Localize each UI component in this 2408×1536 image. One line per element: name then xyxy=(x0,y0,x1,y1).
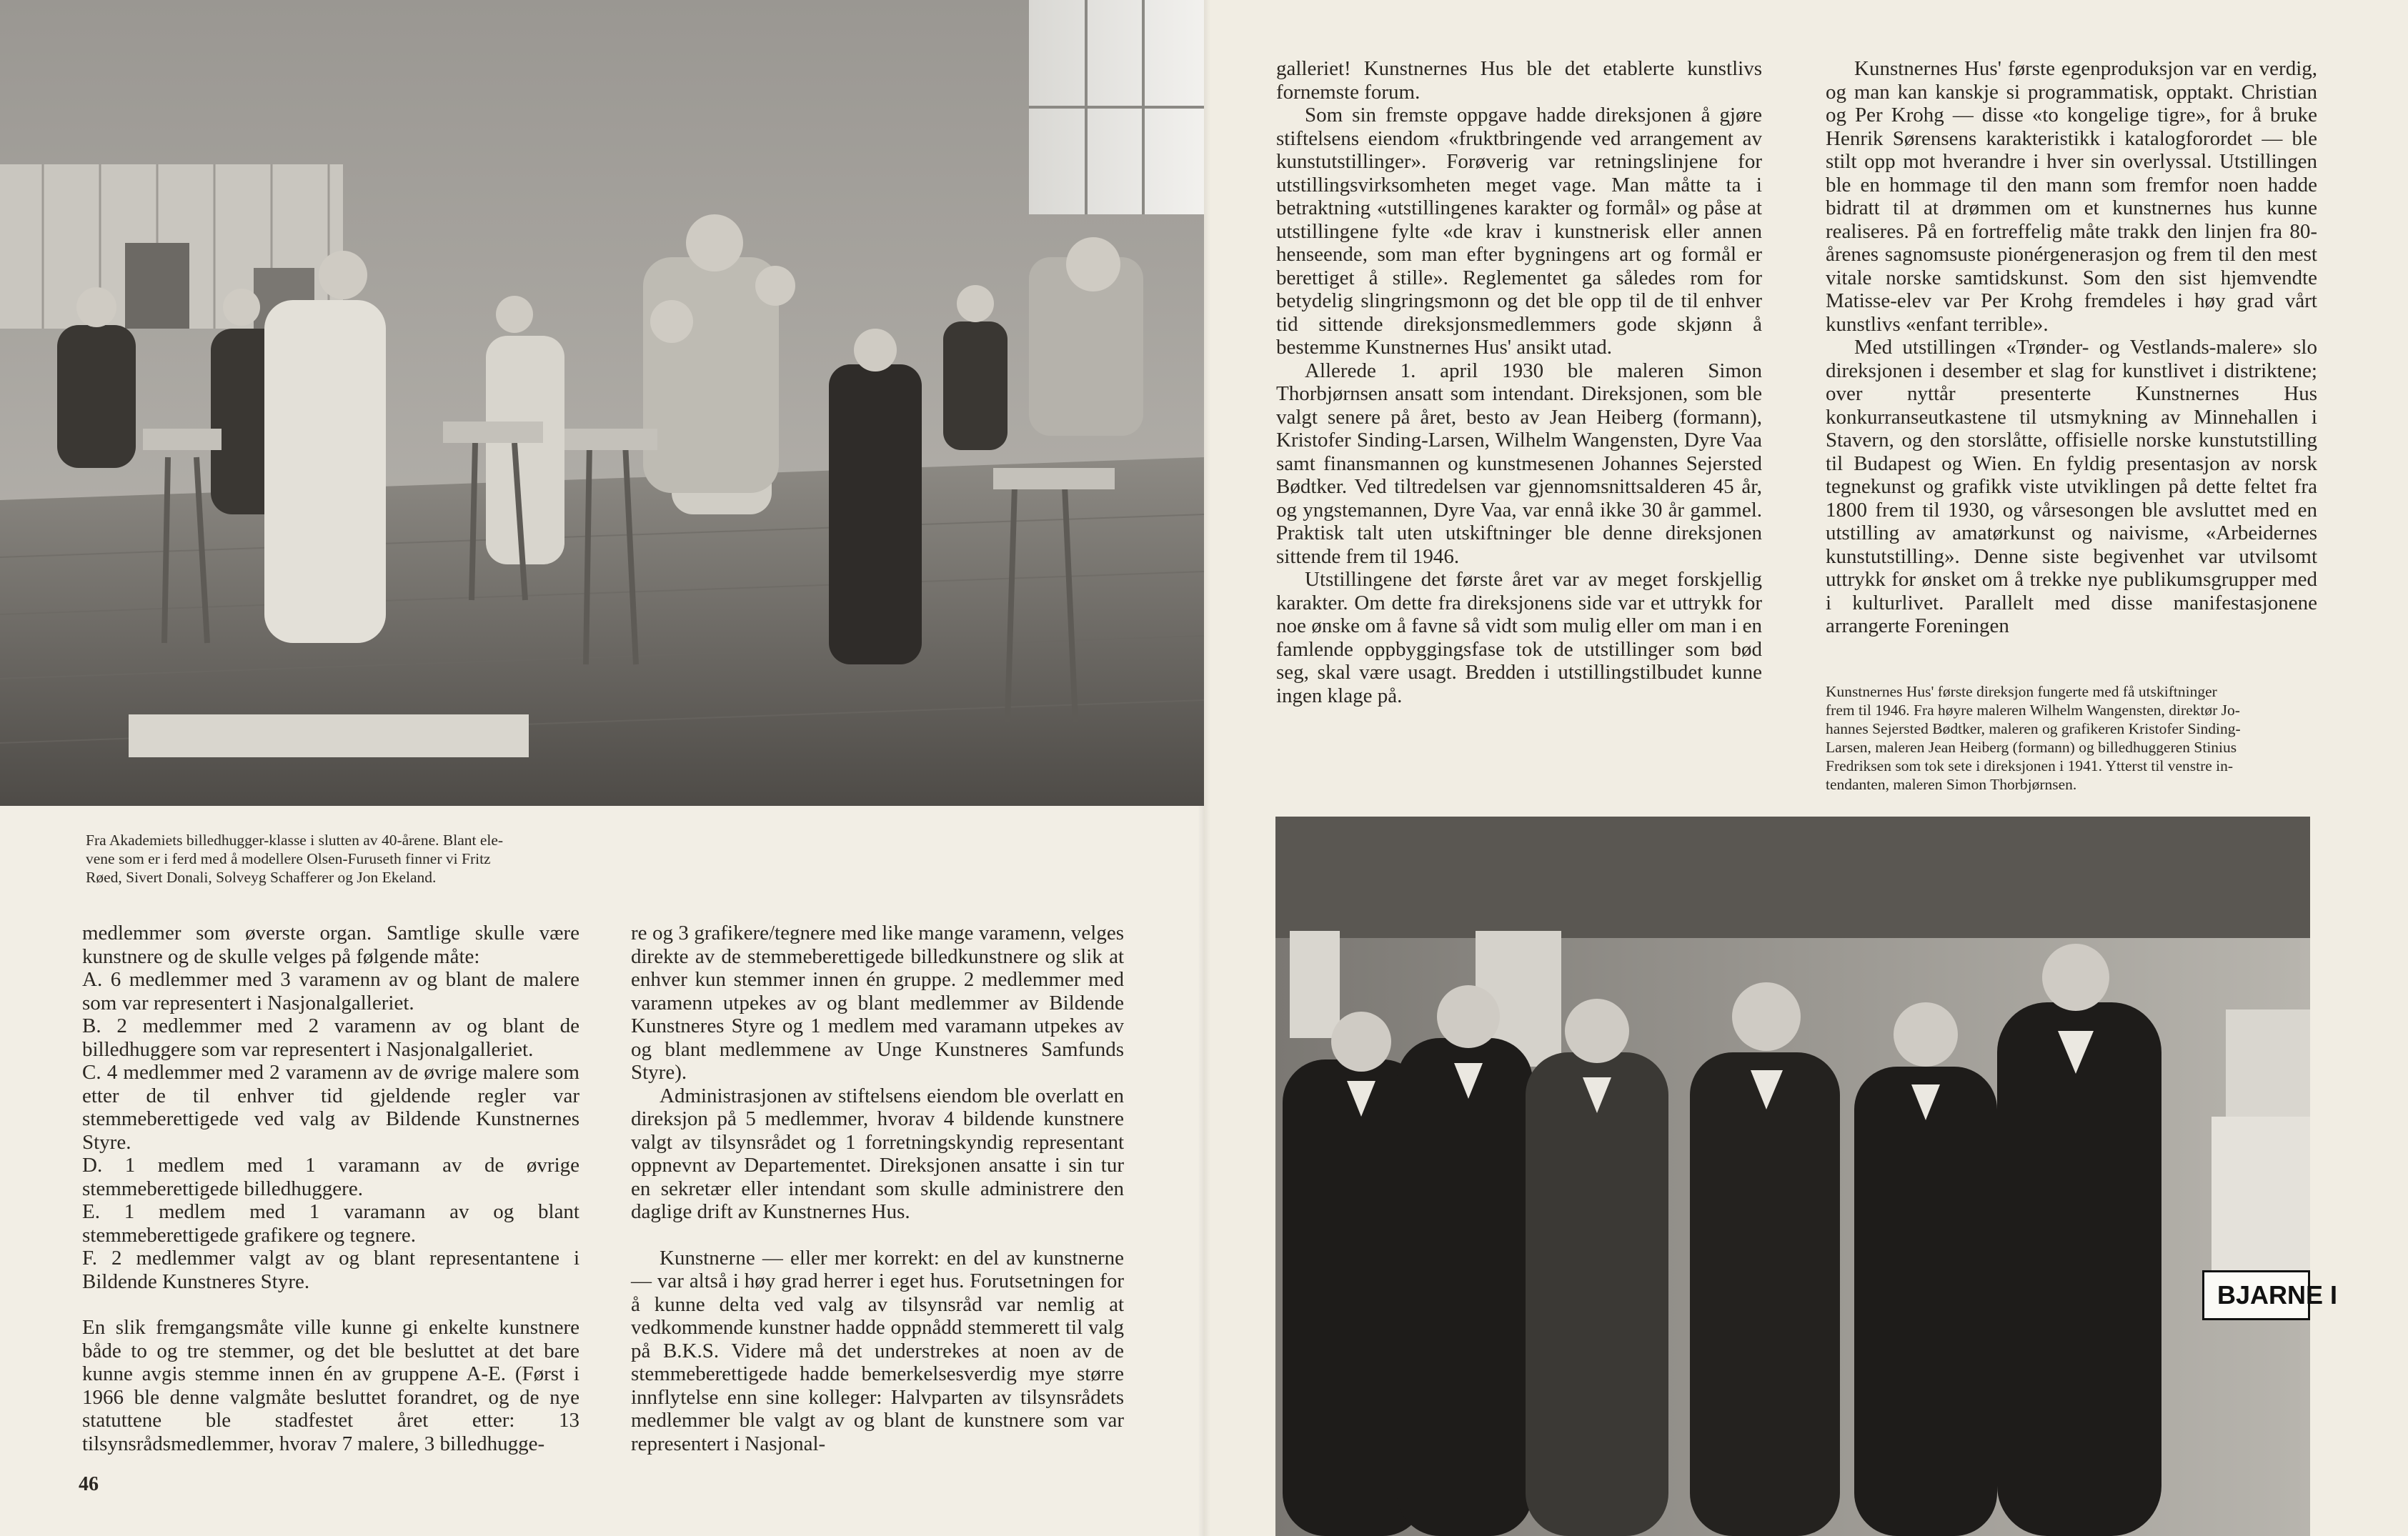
paragraph: E. 1 medlem med 1 varamann av og blant stemmeberettigede grafikere og tegnere. xyxy=(82,1200,579,1247)
caption-line: Fredriksen som tok sete i direksjonen i 1941. Ytterst til venstre in- xyxy=(1826,757,2234,774)
caption-line: Fra Akademiets billedhugger-klasse i slutten av 40-årene. Blant ele- xyxy=(86,832,504,849)
right-column-1 xyxy=(1276,57,1762,707)
board-members-photo-image xyxy=(1275,817,2310,1536)
exhibition-sign xyxy=(2202,1270,2338,1320)
right-column-2 xyxy=(1826,57,2317,638)
caption-line: vene som er i ferd med å modellere Olsen-Furuseth finner vi Fritz xyxy=(86,850,491,867)
paragraph: Kunstnernes Hus' første egenproduksjon var en verdig, og man kan kanskje si programmatisk, opptakt. Christian og Per Krohg — disse «to kongelige tigre», for å bruke Henrik Sørensens karakteristikk i katalogforordet — ble stilt opp mot hverandre i hver sin overlyssal. Utstillingen ble en hommage til den mann som fremfor noen hadde bidratt til at drømmen om et kunstnernes hus kunne realiseres. På en fortreffelig måte trakk den linjen fra 80-årenes sagnomsuste pionérgenerasjon og frem til den mest vitale norske samtidskunst. Som den sist hjemvendte Matisse-elev var Per Krohg fremdeles i høy grad vårt kunstlivs «enfant terrible». xyxy=(1826,57,2317,336)
right-photo-caption xyxy=(1826,682,2326,794)
sign-text: BJARNE I xyxy=(2217,1280,2338,1310)
paragraph: Som sin fremste oppgave hadde direksjonen å gjøre stiftelsens eiendom «fruktbringende ved arrangement av kunstutstillinger». Forøverig var retningslinjene for utstillingsvirksomheten meget vage. Man måtte ta i betraktning «utstillingenes karakter og formål» og påse at utstillingene fylte «de krav i kunstnerisk eller annen henseende, som man efter bygningens art og formål er berettiget å stille». Reglementet ga således rom for betydelig slingringsmonn og det ble opp til de til enhver tid sittende direksjonsmedlemmers gode skjønn å bestemme Kunstnernes Hus' ansikt utad. xyxy=(1276,104,1762,359)
paragraph: Med utstillingen «Trønder- og Vestlands-malere» slo direksjonen i desember et slag for kunstlivet i distriktene; over nyttår presenterte Kunstnernes Hus konkurranseutkastene til utsmykning av Minnehallen i Stavern, og den storslåtte, offisielle norske kunstutstilling til Budapest og Wien. En fyldig presentasjon av norsk tegnekunst og grafikk viste utviklingen på dette feltet fra 1800 frem til 1930, og vårsesongen ble avsluttet med en utstilling av amatørkunst og naivisme, «Arbeidernes kunstutstilling». Denne siste begivenhet var utvilsomt uttrykk for ønsket om å trekke nye publikumsgrupper med i kulturlivet. Parallelt med disse manifestasjonene arrangerte Foreningen xyxy=(1826,336,2317,637)
paragraph: B. 2 medlemmer med 2 varamenn av og blant de billedhuggere som var representert i Nasjonalgalleriet. xyxy=(82,1014,579,1061)
caption-line: Kunstnernes Hus' første direksjon fungerte med få utskiftninger xyxy=(1826,683,2217,700)
caption-line: hannes Sejersted Bødtker, maleren og grafikeren Kristofer Sinding- xyxy=(1826,720,2241,737)
paragraph: Administrasjonen av stiftelsens eiendom ble overlatt en direksjon på 5 medlemmer, hvorav 4 bildende kunstnere valgt av tilsynsrådet og 1 forretningskyndig representant oppnevnt av Departementet. Direksjonen ansatte i sin tur en sekretær eller intendant som skulle administrere den daglige drift av Kunstnernes Hus. xyxy=(631,1084,1124,1223)
caption-line: Larsen, maleren Jean Heiberg (formann) og billedhuggeren Stinius xyxy=(1826,739,2237,756)
paragraph: Kunstnerne — eller mer korrekt: en del av kunstnerne — var altså i høy grad herrer i eget hus. Forutsetningen for å kunne delta ved valg av tilsynsråd var nemlig at vedkommende kunstner hadde oppnådd stemmerett til valg på B.K.S. Videre må det understrekes at noen av de stemmeberettigede hadde bemerkelsesverdig mye større innflytelse enn sine kolleger: Halvparten av tilsynsrådets medlemmer ble valgt av og blant de kunstnere som var representert i Nasjonal- xyxy=(631,1246,1124,1455)
paragraph: galleriet! Kunstnernes Hus ble det etablerte kunstlivs fornemste forum. xyxy=(1276,57,1762,104)
left-column-2 xyxy=(631,922,1124,1455)
sculpture-class-photo-image xyxy=(0,0,1204,806)
left-photo-caption xyxy=(86,831,586,887)
paragraph: C. 4 medlemmer med 2 varamenn av de øvrige malere som etter de til enhver tid gjeldende regler var stemmeberettigede ved valg av Bildende Kunstnernes Styre. xyxy=(82,1061,579,1154)
page-number: 46 xyxy=(79,1473,99,1495)
paragraph: Utstillingene det første året var av meget forskjellig karakter. Om dette fra direksjonens side var et uttrykk for noe ønske om å favne så vidt som mulig eller om man i en famlende oppbyggingsfase tok de utstillinger som bød seg, skal være usagt. Bredden i utstillingstilbudet kunne ingen klage på. xyxy=(1276,568,1762,707)
caption-line: Røed, Sivert Donali, Solveyg Schafferer og Jon Ekeland. xyxy=(86,869,437,886)
paragraph: En slik fremgangsmåte ville kunne gi enkelte kunstnere både to og tre stemmer, og det ble besluttet at det bare kunne avgis stemme innen én av gruppene A-E. (Først i 1966 ble denne valgmåte besluttet forandret, og de nye statuttene ble stadfestet året etter: 13 tilsynsrådsmedlemmer, hvorav 7 malere, 3 billedhugge- xyxy=(82,1316,579,1455)
paragraph: D. 1 medlem med 1 varamann av de øvrige stemmeberettigede billedhuggere. xyxy=(82,1154,579,1200)
sculpture-class-photo xyxy=(0,0,1204,806)
paragraph: F. 2 medlemmer valgt av og blant representantene i Bildende Kunstneres Styre. xyxy=(82,1247,579,1293)
caption-line: tendanten, maleren Simon Thorbjørnsen. xyxy=(1826,776,2077,793)
caption-line: frem til 1946. Fra høyre maleren Wilhelm Wangensten, direktør Jo- xyxy=(1826,702,2240,719)
left-column-1 xyxy=(82,922,579,1455)
board-members-photo xyxy=(1275,817,2310,1536)
paragraph: medlemmer som øverste organ. Samtlige skulle være kunstnere og de skulle velges på følgende måte: xyxy=(82,922,579,968)
paragraph: A. 6 medlemmer med 3 varamenn av og blant de malere som var representert i Nasjonalgalleriet. xyxy=(82,968,579,1014)
paragraph: re og 3 grafikere/tegnere med like mange varamenn, velges direkte av de stemmeberettigede billedkunstnere og slik at enhver kun stemmer innen én gruppe. 2 medlemmer med varamenn utpekes av og blant medlemmer av Bildende Kunstneres Styre og 1 medlem med varamann utpekes av og blant medlemmene av Unge Kunstneres Samfunds Styre). xyxy=(631,922,1124,1084)
paragraph: Allerede 1. april 1930 ble maleren Simon Thorbjørnsen ansatt som intendant. Direksjonen, som ble valgt senere på året, besto av Jean Heiberg (formann), Kristofer Sinding-Larsen, Wilhelm Wangensten, Dyre Vaa samt finansmannen og kunstmesenen Johannes Sejersted Bødtker. Ved tiltredelsen var gjennomsnittsalderen 45 år, og yngstemannen, Dyre Vaa, var ennå ikke 30 år gammel. Praktisk talt uten utskiftninger ble denne direksjonen sittende frem til 1946. xyxy=(1276,359,1762,568)
